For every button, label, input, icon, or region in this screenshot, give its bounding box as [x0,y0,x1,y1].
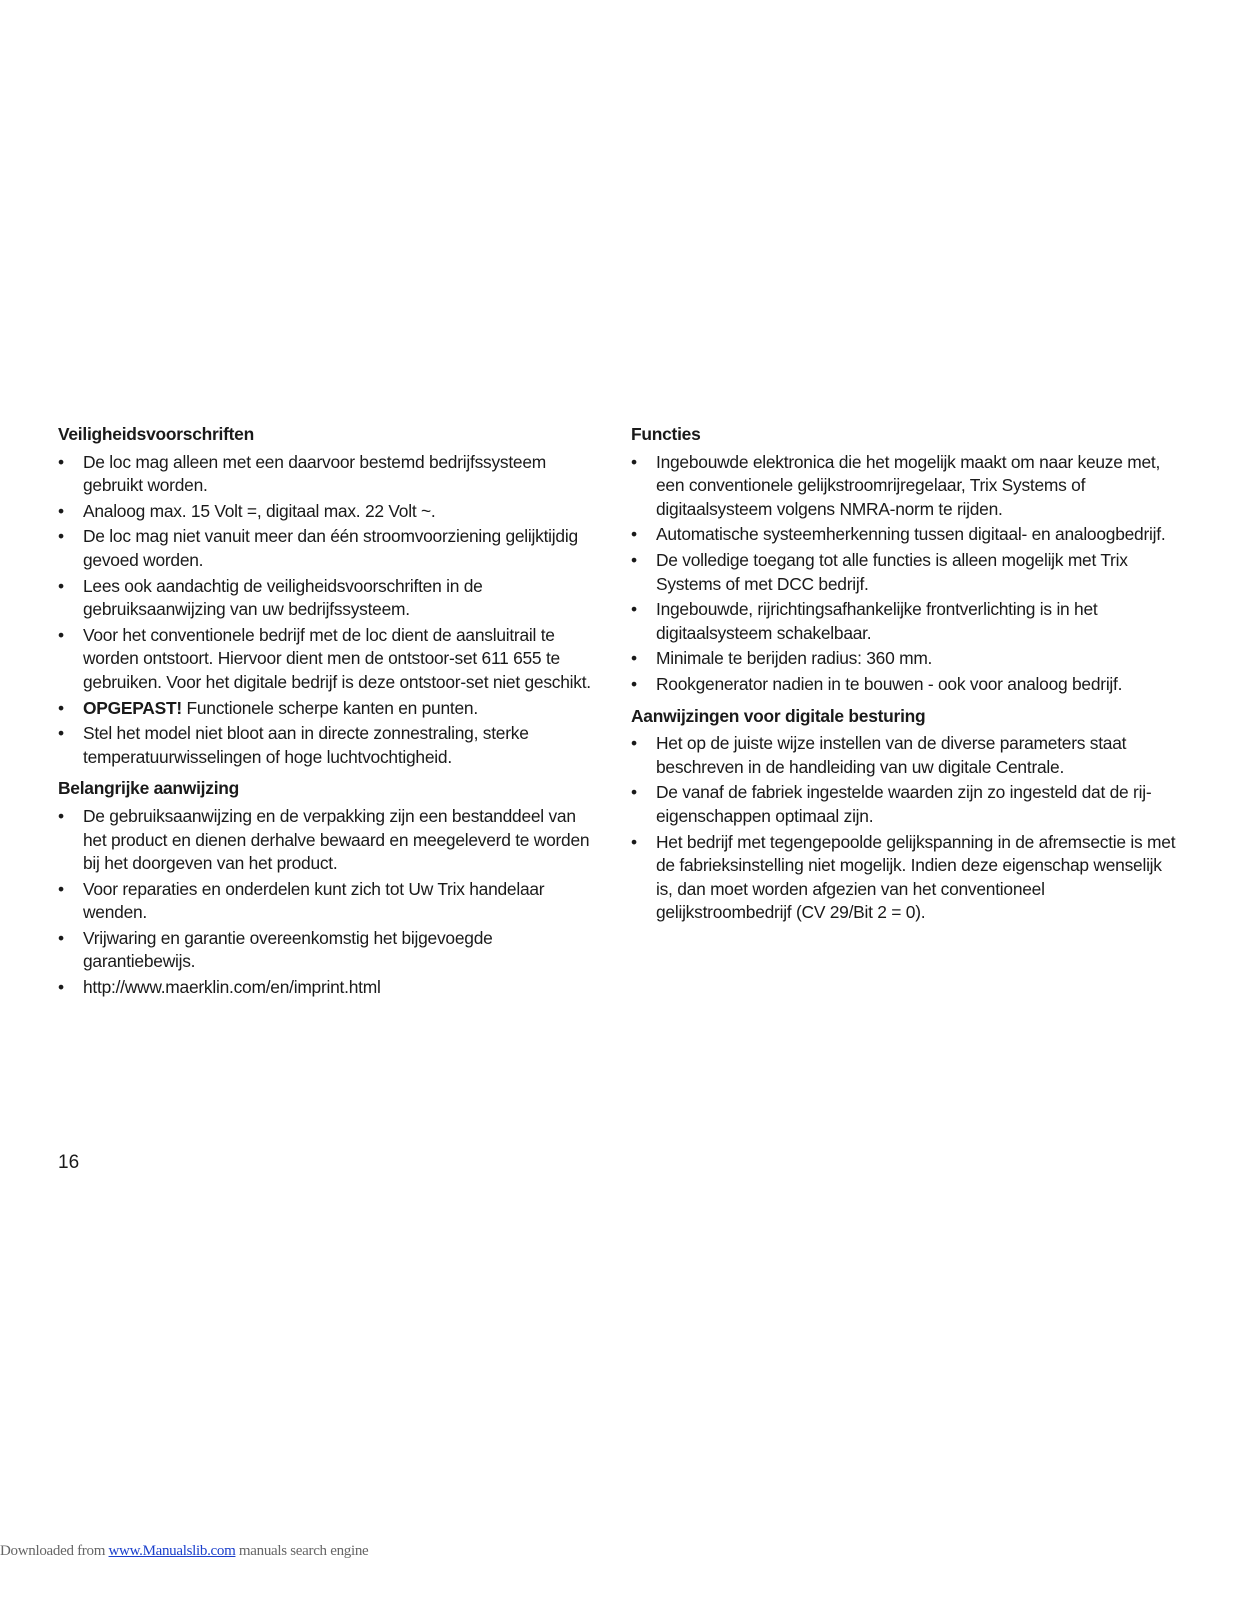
digital-list [631,732,1176,925]
bullet-icon: • [58,927,64,948]
imprint-url: http://www.maerklin.com/en/imprint.html [83,977,381,998]
list-item-text: Voor het conventionele bedrijf met de loc dient de aansluitrail te worden ontstoort. Hiervoor dient men de ontstoor-set 611 655 te gebruiken. Voor het digitale bedrijf is deze ontstoor-set niet geschikt. [83,624,591,692]
digital-heading: Aanwijzingen voor digitale besturing [631,705,926,726]
list-item-text: De volledige toegang tot alle functies is alleen mogelijk met Trix Systems of met DCC bedrijf. [656,549,1128,594]
bullet-icon: • [58,526,64,547]
right-column [631,423,1176,927]
list-item-text: Het bedrijf met tegengepoolde gelijkspanning in de afremsectie is met de fabrieksinstelling niet mogelijk. Indien deze eigenschap wenselijk is, dan moet worden afgezien van het conventioneel gelijkstroombedrijf (CV 29/Bit 2 = 0). [656,831,1176,923]
list-item-text: De gebruiksaanwijzing en de verpakking zijn een bestanddeel van het product en dienen derhalve bewaard en meegeleverd te worden bij het doorgeven van het product. [83,805,590,874]
bullet-icon: • [631,549,637,570]
list-item-text: Ingebouwde elektronica die het mogelijk maakt om naar keuze met, een conventionele gelijkstroomrijregelaar, Trix Systems of digitaalsysteem volgens NMRA-norm te rijden. [656,451,1161,519]
manualslib-link[interactable]: www.Manualslib.com [108,1543,236,1559]
functions-list [631,451,1176,697]
bullet-icon: • [631,782,637,803]
list-item [58,805,598,876]
footer-suffix: manuals search engine [235,1543,369,1559]
list-item-text: Automatische systeemherkenning tussen digitaal- en analoogbedrijf. [656,524,1166,545]
list-item [58,624,598,695]
bullet-icon: • [58,575,64,596]
list-item-text: De loc mag niet vanuit meer dan één stroomvoorziening gelijktijdig gevoed worden. [83,526,578,570]
list-item-text: Rookgenerator nadien in te bouwen - ook voor analoog bedrijf. [656,673,1123,694]
bullet-icon: • [58,697,64,718]
list-item-text: Ingebouwde, rijrichtingsafhankelijke frontverlichting is in het digitaalsysteem schakelbaar. [656,599,1098,643]
bullet-icon: • [631,733,637,754]
important-list [58,805,598,1000]
bullet-icon: • [58,500,64,521]
list-item [58,976,598,1000]
bullet-icon: • [631,451,637,472]
safety-list [58,451,598,770]
bullet-icon: • [631,524,637,545]
list-item-text: De vanaf de fabriek ingestelde waarden zijn zo ingesteld dat de rij-eigenschappen optimaal zijn. [656,782,1152,826]
bullet-icon: • [631,673,637,694]
list-item [631,549,1176,596]
list-item [631,673,1176,697]
list-item-text: Stel het model niet bloot aan in directe zonnestraling, sterke temperatuurwisselingen of hoge luchtvochtigheid. [83,723,529,767]
list-item-text: Minimale te berijden radius: 360 mm. [656,648,933,669]
list-item-text: Lees ook aandachtig de veiligheidsvoorschriften in de gebruiksaanwijzing van uw bedrijfssysteem. [83,575,483,620]
bullet-icon: • [58,805,64,826]
list-item [58,525,598,572]
download-footer [0,1541,368,1561]
list-item [58,722,598,769]
list-item [58,878,598,925]
list-item [631,781,1176,828]
list-item [58,500,598,524]
warning-item [58,697,598,721]
functions-heading: Functies [631,424,701,444]
bullet-icon: • [58,977,64,998]
left-column [58,423,598,1002]
bullet-icon: • [58,723,64,744]
warning-text: Functionele scherpe kanten en punten. [181,697,478,718]
list-item-text: Het op de juiste wijze instellen van de diverse parameters staat beschreven in de handleiding van uw digitale Centrale. [656,733,1127,777]
safety-heading: Veiligheidsvoorschriften [58,424,254,444]
list-item-text: Vrijwaring en garantie overeenkomstig het bijgevoegde garantiebewijs. [83,927,493,972]
list-item [631,732,1176,779]
list-item-text: De loc mag alleen met een daarvoor bestemd bedrijfssysteem gebruikt worden. [83,451,547,496]
bullet-icon: • [631,831,637,852]
bullet-icon: • [58,878,64,899]
important-heading: Belangrijke aanwijzing [58,778,240,799]
list-item [631,647,1176,671]
list-item-text: Voor reparaties en onderdelen kunt zich tot Uw Trix handelaar wenden. [83,878,545,923]
list-item [631,523,1176,547]
list-item [631,831,1176,925]
list-item-text: Analoog max. 15 Volt =, digitaal max. 22 Volt ~. [83,500,436,521]
list-item [58,575,598,622]
bullet-icon: • [631,599,637,620]
list-item [58,927,598,974]
list-item [58,451,598,498]
list-item [631,451,1176,522]
warning-label: OPGEPAST! [83,697,182,718]
bullet-icon: • [58,624,64,645]
bullet-icon: • [631,648,637,669]
page-number: 16 [58,1152,80,1173]
bullet-icon: • [58,451,64,472]
footer-prefix: Downloaded from [0,1543,109,1559]
list-item [631,598,1176,645]
